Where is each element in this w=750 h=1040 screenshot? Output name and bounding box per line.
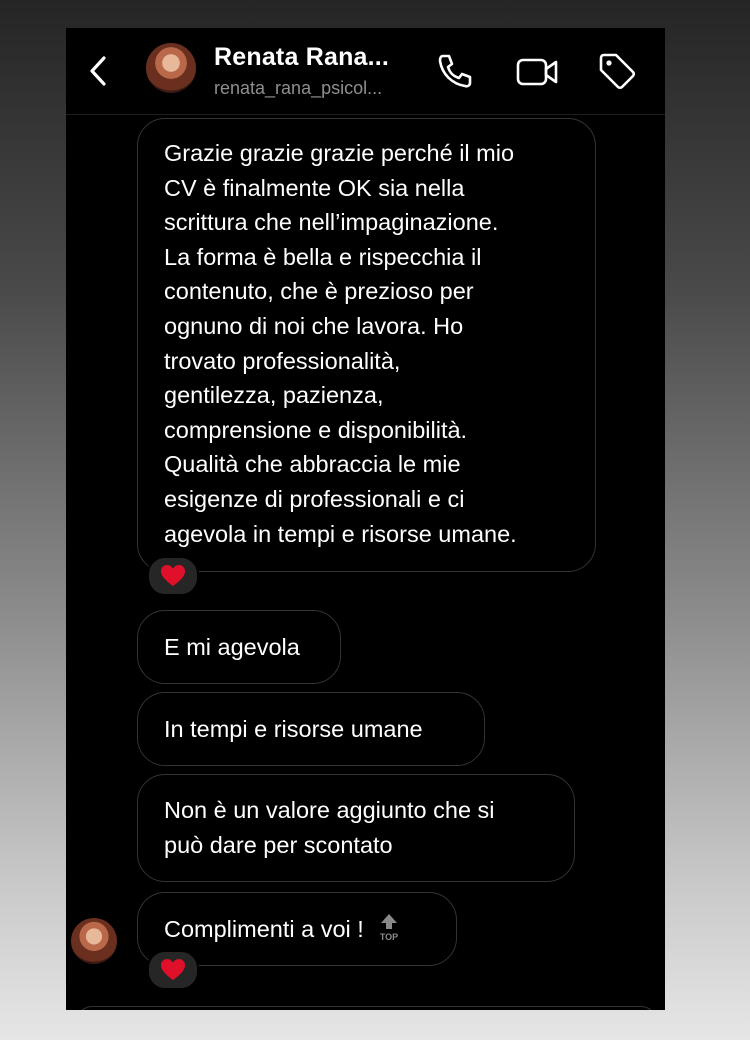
top-badge-text: TOP	[380, 931, 399, 942]
reaction-badge[interactable]	[147, 556, 199, 596]
message-line: scrittura che nell’impaginazione.	[164, 209, 499, 236]
message-text: Complimenti a voi !	[164, 916, 364, 942]
message-line: trovato professionalità,	[164, 347, 401, 374]
top-arrow-icon	[374, 912, 404, 942]
chat-header	[66, 28, 665, 115]
message-line: esigenze di professionali e ci	[164, 485, 465, 512]
message-line: gentilezza, pazienza,	[164, 382, 384, 409]
message-bubble[interactable]	[137, 610, 341, 684]
message-bubble[interactable]	[137, 692, 485, 766]
reaction-badge[interactable]	[147, 950, 199, 990]
message-line: Non è un valore aggiunto che si	[164, 797, 495, 823]
message-line	[164, 912, 430, 947]
message-line: ognuno di noi che lavora. Ho	[164, 312, 464, 339]
message-line: CV è finalmente OK sia nella	[164, 174, 465, 201]
contact-handle[interactable]: renata_rana_psicol...	[214, 78, 383, 98]
avatar[interactable]	[146, 43, 196, 93]
message-line: comprensione e disponibilità.	[164, 416, 468, 443]
tag-icon[interactable]	[596, 50, 638, 92]
message-line: agevola in tempi e risorse umane.	[164, 520, 517, 547]
message-line: La forma è bella e rispecchia il	[164, 243, 482, 270]
message-bubble[interactable]	[137, 118, 596, 572]
message-line: Grazie grazie grazie perché il mio	[164, 140, 515, 166]
chevron-left-icon[interactable]	[82, 52, 116, 90]
heart-icon	[160, 958, 186, 982]
chat-screen	[66, 28, 665, 1010]
message-line: Qualità che abbraccia le mie	[164, 451, 461, 478]
message-line: contenuto, che è prezioso per	[164, 278, 474, 305]
message-line: E mi agevola	[164, 634, 300, 660]
message-bubble[interactable]	[137, 774, 575, 882]
message-composer[interactable]	[76, 1006, 657, 1010]
message-line: In tempi e risorse umane	[164, 716, 423, 742]
message-line: può dare per scontato	[164, 831, 393, 858]
contact-name[interactable]: Renata Rana...	[214, 43, 390, 71]
video-camera-icon[interactable]	[514, 50, 560, 92]
heart-icon	[160, 564, 186, 588]
phone-icon[interactable]	[434, 50, 476, 92]
avatar[interactable]	[71, 918, 117, 964]
